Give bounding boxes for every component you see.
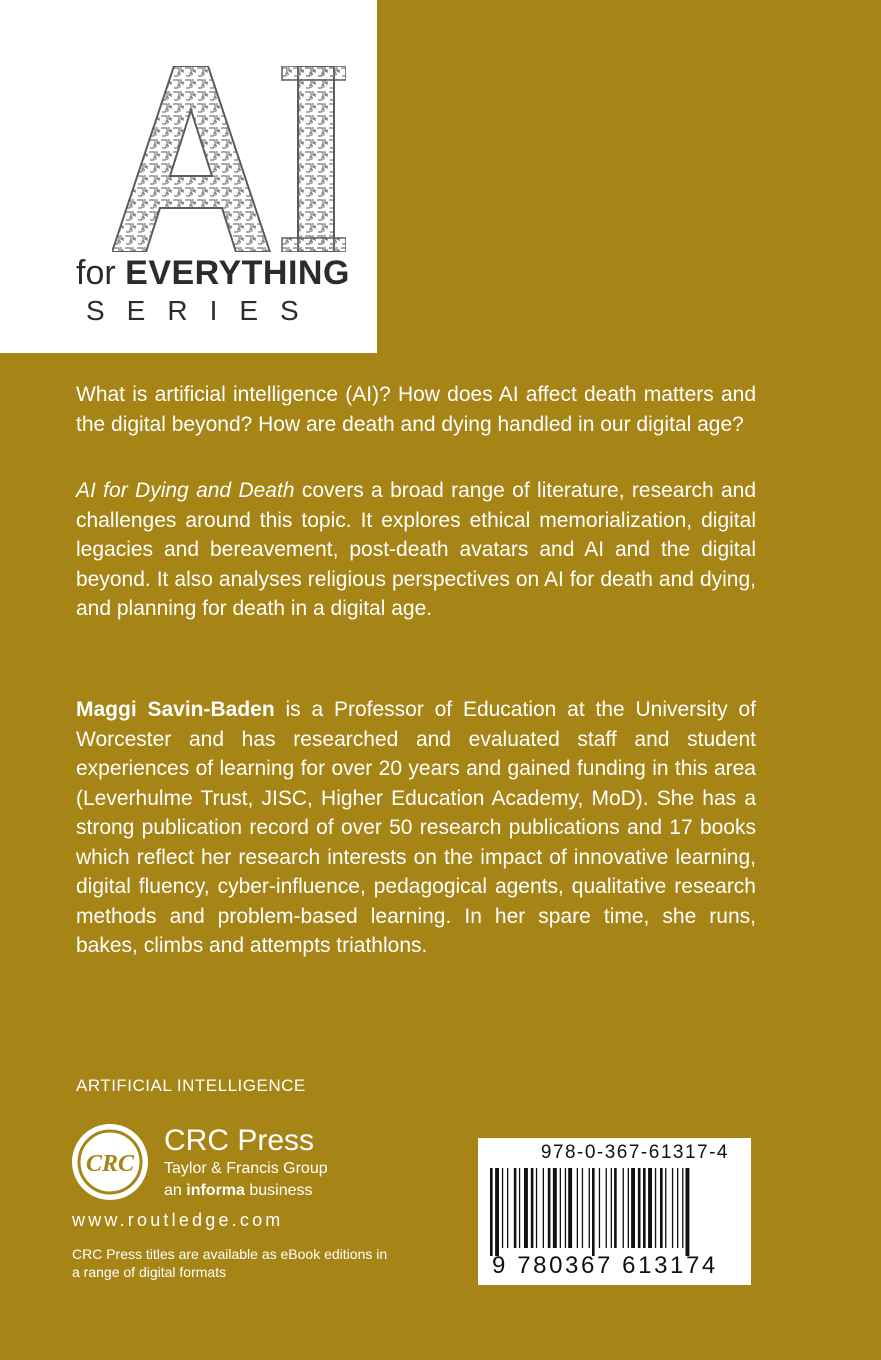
author-bio — [76, 695, 756, 961]
book-title: AI for Dying and Death — [76, 479, 295, 502]
summary-paragraph — [76, 476, 756, 624]
intro-paragraph — [76, 380, 756, 439]
barcode-bars-icon — [488, 1168, 741, 1256]
author-name: Maggi Savin-Baden — [76, 698, 275, 721]
series-logo-panel — [0, 0, 377, 353]
ebook-note: CRC Press titles are available as eBook editions in a range of digital formats — [72, 1246, 388, 1280]
author-bio-text: is a Professor of Education at the University of Worcester and has researched and evaluated staff and student experiences of learning for over 20 years and gained funding in this area (Leverhulme Trust, JISC, Higher Education Academy, MoD). She has a strong publication record of over 50 research publications and 17 books which reflect her research interests on the impact of innovative learning, digital fluency, cyber-influence, pedagogical agents, qualitative research methods and problem-based learning. In her spare time, she runs, bakes, climbs and attempts triathlons. — [76, 698, 756, 957]
subject-category: ARTIFICIAL INTELLIGENCE — [76, 1076, 306, 1095]
isbn-hyphenated: 978-0-367-61317-4 — [540, 1142, 729, 1163]
publisher-group: Taylor & Francis Group — [164, 1160, 328, 1177]
isbn-barcode — [478, 1138, 751, 1285]
publisher-informa-line: an informa business — [164, 1182, 313, 1199]
series-subtitle: SERIES — [86, 295, 321, 326]
series-title-everything: EVERYTHING — [125, 254, 350, 292]
crc-badge-text: CRC — [85, 1151, 135, 1177]
series-title-for: for — [76, 254, 116, 292]
summary-text: covers a broad range of literature, research and challenges around this topic. It explores ethical memorialization, digital legacies and bereavement, post-death avatars and AI and the digital beyond. It also analyses religious perspectives on AI for death and dying, and planning for death in a digital age. — [76, 479, 757, 620]
intro-text: What is artificial intelligence (AI)? How does AI affect death matters and the digital beyond? How are death and dying handled in our digital age? — [76, 383, 756, 436]
publisher-name: CRC Press — [164, 1124, 315, 1157]
publisher-block — [164, 1124, 364, 1202]
crc-logo-icon — [70, 1122, 150, 1202]
isbn-digits: 9 780367 613174 — [492, 1252, 718, 1279]
publisher-website-link[interactable]: www.routledge.com — [72, 1210, 284, 1230]
series-title — [76, 253, 356, 293]
ai-circuit-logo-icon — [112, 66, 346, 252]
